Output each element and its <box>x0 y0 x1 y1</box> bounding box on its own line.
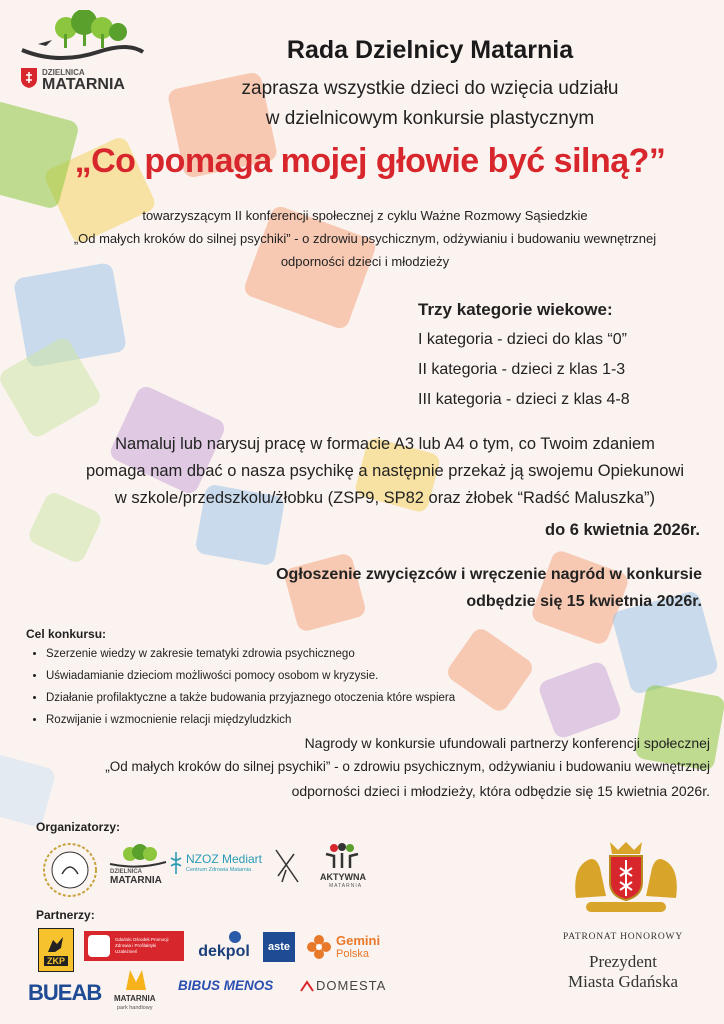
announcement-line-1: Ogłoszenie zwycięzców i wręczenie nagród w konkursie <box>276 566 702 583</box>
matarnia-organizer-logo-icon <box>108 844 168 868</box>
foundation-circle-logo-icon <box>40 840 100 900</box>
logo-district-name: MATARNIA <box>42 76 125 93</box>
partner-dekpol-label: dekpol <box>198 943 250 960</box>
partner-gdansk-center-label: Gdański Ośrodek Promocji Zdrowia i Profilaktyki Uzależnień <box>115 937 169 954</box>
partners-label: Partnerzy: <box>36 908 95 922</box>
partner-domesta-label: DOMESTA <box>316 978 387 993</box>
goals-list <box>26 643 455 731</box>
puzzle-piece-purple <box>537 660 623 740</box>
patronage-line-2: Miasta Gdańska <box>567 972 678 991</box>
header-line-2: w dzielnicowym konkursie plastycznym <box>265 108 595 129</box>
patronage-line-1: Prezydent <box>589 952 657 971</box>
district-logo <box>18 10 148 95</box>
goal-item: • Uświadamianie dzieciom możliwości pomocy osobom w kryzysie. <box>46 665 455 687</box>
puzzle-piece-orange <box>444 625 536 714</box>
tree-logo-icon <box>18 10 148 65</box>
sponsors-line-2: „Od małych kroków do silnej psychiki” - o zdrowiu psychicznym, odżywianiu i budowaniu wewnętrznej <box>105 759 710 774</box>
gdansk-shield-icon <box>20 67 38 89</box>
partner-aste-label: aste <box>267 941 291 953</box>
gdansk-coat-of-arms <box>566 838 686 918</box>
category-item: I kategoria - dzieci do klas “0” <box>418 331 627 348</box>
organizer-aktywna-sub: MATARNIA <box>329 883 363 889</box>
organizer-aktywna: AKTYWNA <box>320 872 366 882</box>
griffin-icon <box>45 934 67 956</box>
header-title: Rada Dzielnicy Matarnia <box>286 36 574 64</box>
partner-dekpol <box>193 926 255 966</box>
organizer-nzoz: NZOZ Mediart <box>186 852 263 866</box>
organizer-matarnia: MATARNIA <box>110 875 162 886</box>
contest-title: „Co pomaga mojej głowie być silną?” <box>74 142 666 180</box>
puzzle-piece-orange <box>283 552 367 633</box>
partner-aste <box>263 932 295 962</box>
organizer-nzoz-sub: Centrum Zdrowia Matarnia <box>186 867 252 873</box>
partner-gemini <box>306 932 386 962</box>
goal-item: • Szerzenie wiedzy w zakresie tematyki zdrowia psychicznego <box>46 643 455 665</box>
sponsors-line-3: odporności dzieci i młodzieży, która odbędzie się 15 kwietnia 2026r. <box>291 783 710 799</box>
instructions-line-3: w szkole/przedszkolu/żłobku (ZSP9, SP82 oraz żłobek “Radść Maluszka”) <box>114 489 656 507</box>
aktywna-people-icon <box>322 842 362 870</box>
dekpol-mark-icon <box>229 931 241 943</box>
instructions-line-1: Namaluj lub narysuj pracę w formacie A3 lub A4 o tym, co Twoim zdaniem <box>115 435 655 453</box>
coat-of-arms-icon <box>566 838 686 918</box>
organizer-matarnia-small: DZIELNICA <box>110 869 142 875</box>
nzoz-caduceus-icon <box>168 850 184 876</box>
matarnia-park-m-icon <box>124 968 148 992</box>
intro-line-2: „Od małych kroków do silnej psychiki” - o zdrowiu psychicznym, odżywianiu i budowaniu wewnętrznej <box>73 231 657 246</box>
announcement-line-2: odbędzie się 15 kwietnia 2026r. <box>466 593 702 610</box>
category-item: II kategoria - dzieci z klas 1-3 <box>418 361 626 378</box>
partner-matarnia-park-sub: park handlowy <box>117 1005 153 1011</box>
patronage-label: PATRONAT HONOROWY <box>563 932 683 942</box>
header-line-1: zaprasza wszystkie dzieci do wzięcia udziału <box>241 78 619 99</box>
gdansk-lion-icon <box>88 935 110 957</box>
partner-gdansk-center <box>84 931 184 961</box>
abstract-line-logo-icon <box>272 846 302 886</box>
partner-bibus: BIBUS MENOS <box>178 978 274 993</box>
partner-matarnia-park-label: MATARNIA <box>114 994 156 1003</box>
category-item: III kategoria - dzieci z klas 4-8 <box>418 391 630 408</box>
partner-domesta <box>300 978 410 996</box>
goal-item: • Działanie profilaktyczne a także budowania przyjaznego otoczenia które wspiera <box>46 687 455 709</box>
partner-matarnia-park <box>108 968 168 1016</box>
domesta-roof-icon <box>300 980 314 992</box>
partner-zkp <box>38 928 74 972</box>
gemini-flower-icon <box>306 934 332 960</box>
intro-line-1: towarzyszącym II konferencji społecznej z cyklu Ważne Rozmowy Sąsiedzkie <box>142 208 588 223</box>
intro-line-3: odporności dzieci i młodzieży <box>280 254 450 269</box>
goal-item: • Rozwijanie i wzmocnienie relacji międzyludzkich <box>46 709 455 731</box>
logo-district-small: DZIELNICA <box>42 68 85 77</box>
partner-bueab: BUEAB <box>28 980 102 1005</box>
partner-gemini-label: Gemini <box>336 933 381 948</box>
sponsors-line-1: Nagrody w konkursie ufundowali partnerzy konferencji społecznej <box>304 735 710 751</box>
categories-title: Trzy kategorie wiekowe: <box>418 300 613 319</box>
organizers-label: Organizatorzy: <box>36 820 121 834</box>
deadline: do 6 kwietnia 2026r. <box>545 521 700 539</box>
goals-title: Cel konkursu: <box>26 627 107 641</box>
instructions-line-2: pomaga nam dbać o nasza psychikę a następnie przekaż ją swojemu Opiekunowi <box>85 462 684 480</box>
organizers-logos <box>40 840 380 900</box>
partner-gemini-sub: Polska <box>336 948 370 960</box>
partner-zkp-label: ZKP <box>44 956 68 966</box>
